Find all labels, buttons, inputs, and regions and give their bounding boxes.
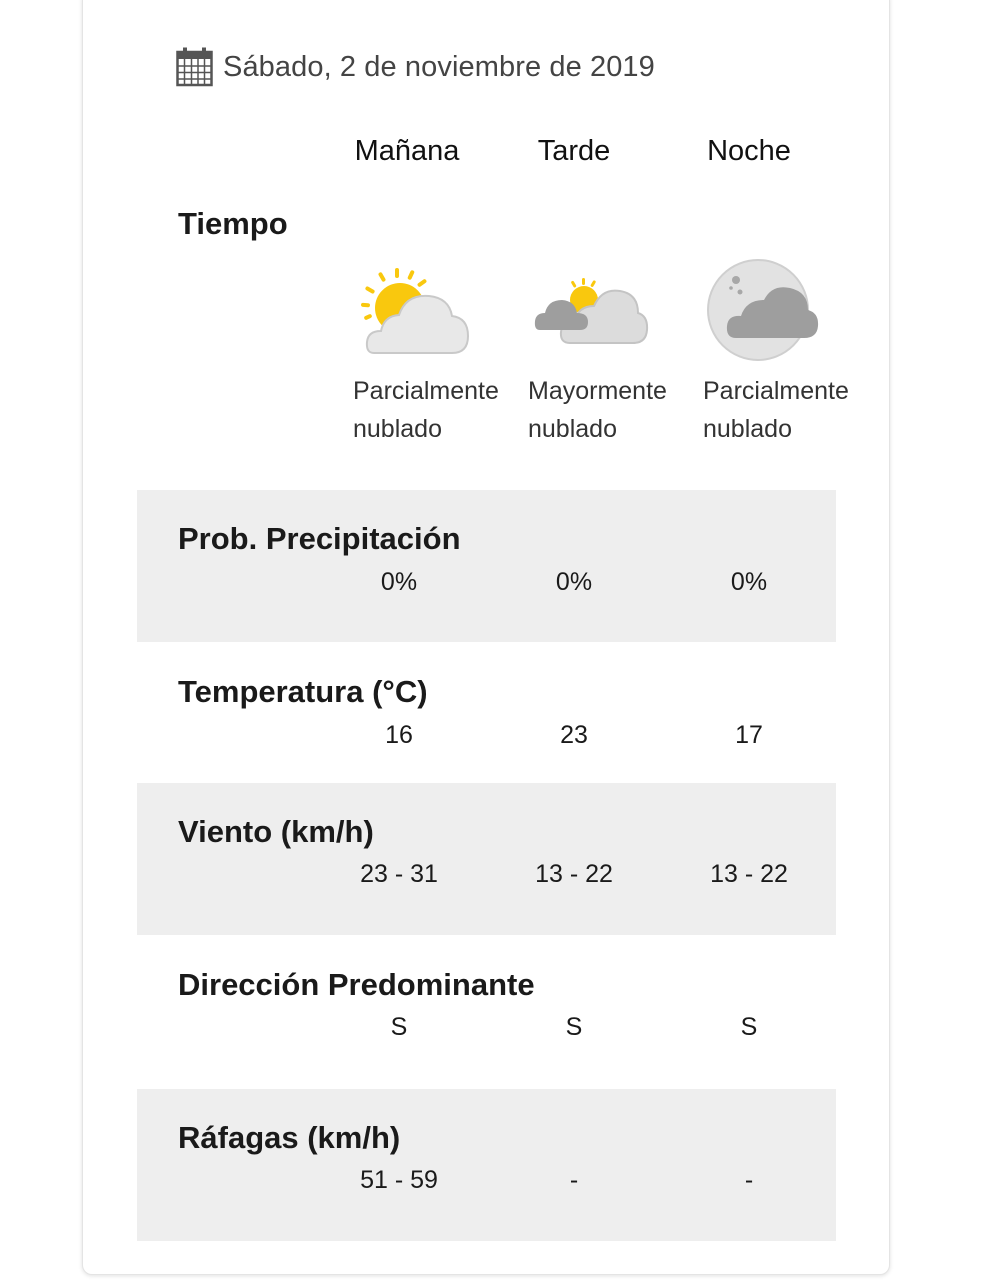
precipitation-morning-value: 0%: [380, 568, 418, 596]
precipitation-afternoon-value: 0%: [555, 568, 593, 596]
wind-afternoon-value: 13 - 22: [535, 860, 613, 888]
row-band-precipitation: [137, 490, 836, 642]
row-label-temperature: Temperatura (°C): [178, 674, 428, 709]
gusts-morning-value: 51 - 59: [360, 1166, 438, 1194]
row-label-direction: Dirección Predominante: [178, 967, 535, 1002]
column-header-afternoon: Tarde: [537, 135, 611, 167]
mostly-cloudy-day-icon: [530, 258, 650, 368]
description-morning: [353, 372, 499, 448]
date-text: Sábado, 2 de noviembre de 2019: [223, 50, 655, 83]
precipitation-night-value: 0%: [730, 568, 768, 596]
direction-afternoon-value: S: [565, 1013, 583, 1041]
column-header-night: Noche: [707, 135, 791, 167]
row-label-wind: Viento (km/h): [178, 814, 374, 849]
row-label-precipitation: Prob. Precipitación: [178, 521, 461, 556]
direction-night-value: S: [740, 1013, 758, 1041]
gusts-afternoon-value: -: [569, 1166, 579, 1194]
row-label-tiempo: Tiempo: [178, 206, 288, 241]
date-header: [176, 44, 655, 90]
temperature-night-value: 17: [735, 721, 763, 749]
partly-cloudy-day-icon: [354, 258, 474, 368]
description-morning-line1: Parcialmente: [353, 377, 499, 405]
row-band-gusts: [137, 1089, 836, 1241]
description-morning-line2: nublado: [353, 415, 442, 443]
row-label-gusts: Ráfagas (km/h): [178, 1120, 401, 1155]
partly-cloudy-night-icon: [706, 258, 826, 368]
direction-morning-value: S: [390, 1013, 408, 1041]
description-afternoon: [528, 372, 667, 448]
wind-night-value: 13 - 22: [710, 860, 788, 888]
wind-morning-value: 23 - 31: [360, 860, 438, 888]
row-band-wind: [137, 783, 836, 935]
column-header-morning: Mañana: [354, 135, 460, 167]
description-night-line2: nublado: [703, 415, 792, 443]
temperature-morning-value: 16: [385, 721, 413, 749]
calendar-icon: [176, 47, 213, 87]
description-afternoon-line1: Mayormente: [528, 377, 667, 405]
description-afternoon-line2: nublado: [528, 415, 617, 443]
description-night-line1: Parcialmente: [703, 377, 849, 405]
gusts-night-value: -: [744, 1166, 754, 1194]
description-night: [703, 372, 849, 448]
temperature-afternoon-value: 23: [560, 721, 588, 749]
